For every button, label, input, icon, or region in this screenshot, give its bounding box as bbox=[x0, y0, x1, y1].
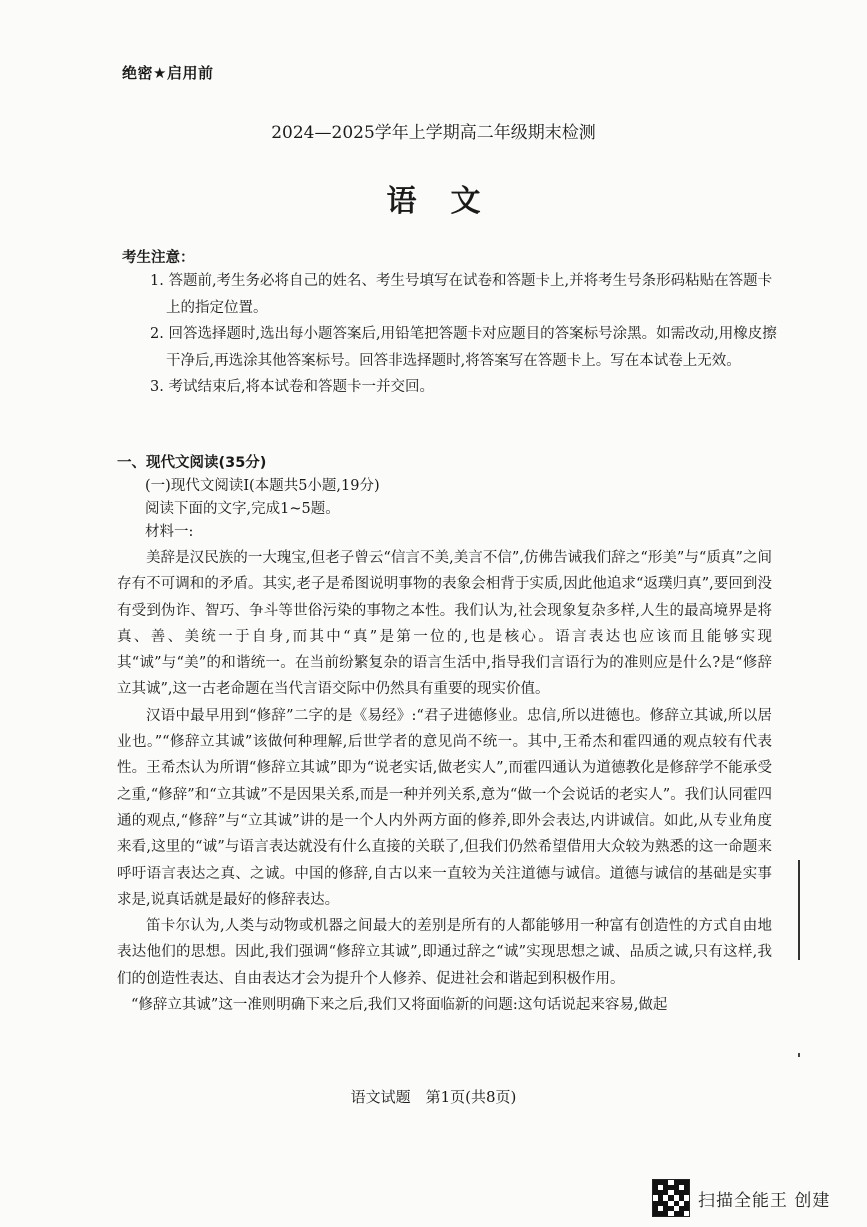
margin-mark bbox=[798, 860, 800, 960]
paragraph: “修辞立其诚”这一准则明确下来之后,我们又将面临新的问题:这句话说起来容易,做起 bbox=[131, 997, 668, 1014]
notice-item: 1. 答题前,考生务必将自己的姓名、考生号填写在试卷和答题卡上,并将考生号条形码粘贴在答题卡上的指定位置。 bbox=[150, 273, 773, 316]
subject-title: 语文 bbox=[386, 184, 515, 219]
margin-dot bbox=[798, 1053, 800, 1057]
qr-code-icon bbox=[652, 1179, 690, 1217]
notice-item: 3. 考试结束后,将本试卷和答题卡一并交回。 bbox=[150, 379, 435, 395]
notice-item: 2. 回答选择题时,选出每小题答案后,用铅笔把答题卡对应题目的答案标号涂黑。如需改动,用橡皮擦干净后,再选涂其他答案标号。回答非选择题时,将答案写在答题卡上。写在本试卷上无效。 bbox=[150, 326, 777, 369]
scanner-watermark bbox=[652, 1179, 830, 1217]
section-title: 一、现代文阅读(35分) bbox=[117, 455, 267, 471]
paragraph: 美辞是汉民族的一大瑰宝,但老子曾云“信言不美,美言不信”,仿佛告诫我们辞之“形美”与“质真”之间存有不可调和的矛盾。其实,老子是希图说明事物的表象会相背于实质,因此他追求“返璞归真”,要回到没有受到伪诈、智巧、争斗等世俗污染的事物之本性。我们认为,社会现象复杂多样,人生的最高境界是将真、善、美统一于自身,而其中“真”是第一位的,也是核心。语言表达也应该而且能够实现其“诚”与“美”的和谐统一。在当前纷繁复杂的语言生活中,指导我们言语行为的准则应是什么?是“修辞立其诚”,这一古老命题在当代言语交际中仍然具有重要的现实价值。 bbox=[117, 550, 772, 698]
exam-title: 2024—2025学年上学期高二年级期末检测 bbox=[271, 123, 596, 143]
watermark-text: 扫描全能王 创建 bbox=[698, 1190, 831, 1211]
paragraph: 汉语中最早用到“修辞”二字的是《易经》:“君子进德修业。忠信,所以进德也。修辞立其诚,所以居业也。”“修辞立其诚”该做何种理解,后世学者的意见尚不统一。其中,王希杰和霍四通的观点较有代表性。王希杰认为所谓“修辞立其诚”即为“说老实话,做老实人”,而霍四通认为道德教化是修辞学不能承受之重,“修辞”和“立其诚”不是因果关系,而是一种并列关系,意为“做一个会说话的老实人”。我们认同霍四通的观点,“修辞”与“立其诚”讲的是一个人内外两方面的修养,即外会表达,内讲诚信。如此,从专业角度来看,这里的“诚”与语言表达就没有什么直接的关联了,但我们仍然希望借用大众较为熟悉的这一命题来呼吁语言表达之真、之诚。中国的修辞,自古以来一直较为关注道德与诚信。道德与诚信的基础是实事求是,说真话就是最好的修辞表达。 bbox=[117, 707, 772, 908]
material-label: 材料一: bbox=[145, 524, 194, 540]
paragraph: 笛卡尔认为,人类与动物或机器之间最大的差别是所有的人都能够用一种富有创造性的方式自由地表达他们的思想。因此,我们强调“修辞立其诚”,即通过辞之“诚”实现思想之诚、品质之诚,只有这样,我们的创造性表达、自由表达才会为提升个人修养、促进社会和谐起到积极作用。 bbox=[117, 918, 772, 987]
sub-section-title: (一)现代文阅读Ⅰ(本题共5小题,19分) bbox=[145, 478, 380, 494]
section-intro bbox=[145, 475, 380, 544]
notice-title: 考生注意： bbox=[122, 250, 195, 266]
notice-list bbox=[150, 268, 780, 401]
instruction-text: 阅读下面的文字,完成1~5题。 bbox=[145, 501, 340, 517]
reading-passage bbox=[117, 545, 772, 1018]
page-footer: 语文试题 第1页(共8页) bbox=[350, 1088, 517, 1106]
secret-label: 绝密★启用前 bbox=[122, 64, 214, 82]
